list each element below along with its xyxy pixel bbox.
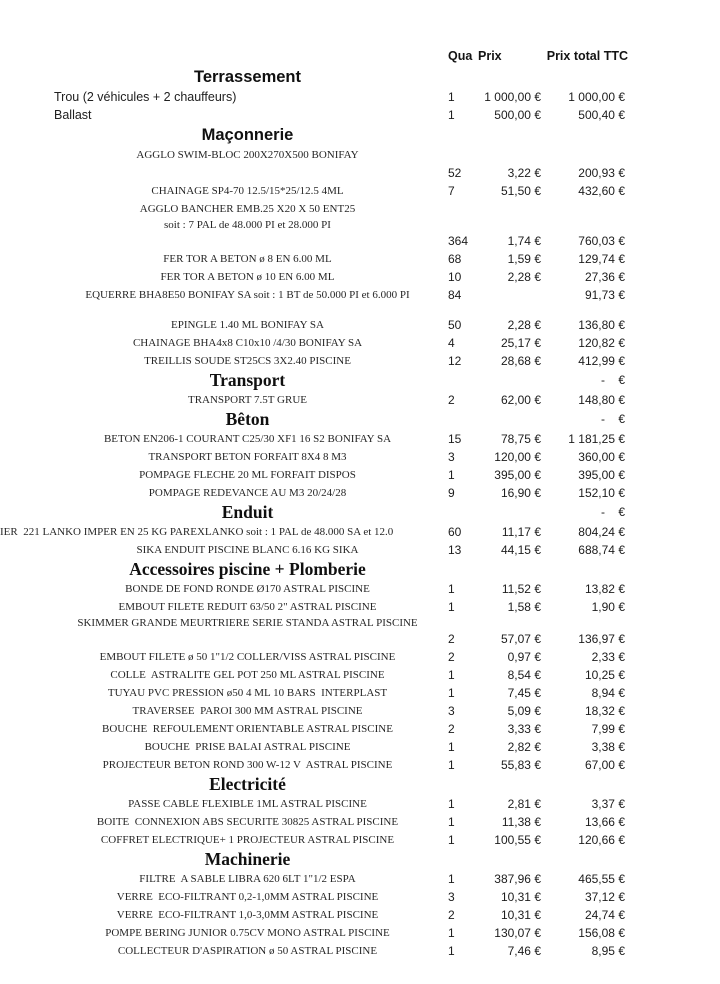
item-total-price: 67,00 € <box>584 758 625 772</box>
item-unit-price: 1,74 € <box>507 234 541 248</box>
item-unit-price: 10,31 € <box>500 908 541 922</box>
item-total-price: 148,80 € <box>578 393 625 407</box>
table-row <box>0 182 720 200</box>
item-total-price: 760,03 € <box>578 234 625 248</box>
table-row <box>0 286 720 304</box>
item-description: POMPE BERING JUNIOR 0.75CV MONO ASTRAL PISCINE <box>105 927 390 939</box>
item-unit-price <box>475 849 541 870</box>
item-quantity <box>445 559 475 580</box>
item-description: EQUERRE BHA8E50 BONIFAY SA soit : 1 BT de 50.000 PI et 6.000 PI <box>85 289 410 301</box>
item-description: CHAINAGE BHA4x8 C10x10 /4/30 BONIFAY SA <box>132 337 363 349</box>
item-description: POMPAGE REDEVANCE AU M3 20/24/28 <box>148 487 347 499</box>
item-quantity: 7 <box>448 184 455 198</box>
item-quantity: 3 <box>448 704 455 718</box>
column-header-description-spacer <box>0 46 445 66</box>
item-description: AGGLO BANCHER EMB.25 X20 X 50 ENT25 <box>139 203 356 215</box>
item-unit-price: 62,00 € <box>500 393 541 407</box>
item-unit-price: 44,15 € <box>500 543 541 557</box>
item-quantity <box>445 304 475 316</box>
item-unit-price <box>475 559 541 580</box>
item-total-price: 18,32 € <box>584 704 625 718</box>
table-row <box>0 888 720 906</box>
item-total-price <box>541 124 625 146</box>
item-total-price: 37,12 € <box>584 890 625 904</box>
table-row <box>0 88 720 106</box>
item-total-price: 136,97 € <box>578 632 625 646</box>
item-description: Trou (2 véhicules + 2 chauffeurs) <box>54 90 237 104</box>
table-row <box>0 720 720 738</box>
item-description: EMBOUT FILETE ø 50 1"1/2 COLLER/VISS ASTRAL PISCINE <box>99 651 396 663</box>
item-total-price: - € <box>600 412 625 426</box>
item-quantity: 1 <box>448 468 455 482</box>
item-description: Ballast <box>54 108 92 122</box>
item-description: IER 221 LANKO IMPER EN 25 KG PAREXLANKO soit : 1 PAL de 48.000 SA et 12.0 <box>0 526 394 538</box>
section-title: Terrassement <box>193 68 301 86</box>
table-row <box>0 430 720 448</box>
section-title: Transport <box>209 370 286 390</box>
item-unit-price <box>475 66 541 88</box>
table-row <box>0 648 720 666</box>
item-total-price: 3,37 € <box>591 797 625 811</box>
table-row <box>0 598 720 616</box>
item-quantity: 4 <box>448 336 455 350</box>
item-quantity: 2 <box>448 632 455 646</box>
item-total-price <box>541 849 625 870</box>
item-quantity: 9 <box>448 486 455 500</box>
section-header-row <box>0 559 720 580</box>
item-description: soit : 7 PAL de 48.000 PI et 28.000 PI <box>164 219 331 231</box>
section-title: Electricité <box>209 774 286 794</box>
item-quantity: 1 <box>448 668 455 682</box>
item-unit-price <box>475 304 541 316</box>
item-unit-price: 130,07 € <box>494 926 541 940</box>
section-header-row <box>0 774 720 795</box>
item-unit-price: 2,28 € <box>507 318 541 332</box>
item-total-price <box>541 146 625 164</box>
item-total-price: 2,33 € <box>591 650 625 664</box>
item-total-price: 120,82 € <box>578 336 625 350</box>
item-total-price: 120,66 € <box>578 833 625 847</box>
item-quantity: 3 <box>448 450 455 464</box>
item-quantity: 1 <box>448 797 455 811</box>
item-quantity: 50 <box>448 318 462 332</box>
item-unit-price: 7,46 € <box>507 944 541 958</box>
item-unit-price: 387,96 € <box>494 872 541 886</box>
table-row <box>0 924 720 942</box>
item-quantity: 2 <box>448 393 455 407</box>
item-unit-price: 120,00 € <box>494 450 541 464</box>
item-total-price: 7,99 € <box>591 722 625 736</box>
column-header-total-ttc: Prix total TTC <box>546 49 628 63</box>
item-unit-price <box>475 146 541 164</box>
item-quantity <box>445 200 475 218</box>
item-total-price: 500,40 € <box>578 108 625 122</box>
item-description: BOUCHE PRISE BALAI ASTRAL PISCINE <box>144 741 351 753</box>
item-total-price: 688,74 € <box>578 543 625 557</box>
item-unit-price: 55,83 € <box>500 758 541 772</box>
item-unit-price: 2,82 € <box>507 740 541 754</box>
table-row <box>0 106 720 124</box>
table-row <box>0 580 720 598</box>
item-quantity: 68 <box>448 252 462 266</box>
table-row <box>0 200 720 218</box>
section-title: Accessoires piscine + Plomberie <box>129 559 366 579</box>
item-total-price: 10,25 € <box>584 668 625 682</box>
section-header-row <box>0 502 720 523</box>
item-quantity: 1 <box>448 833 455 847</box>
item-total-price: 804,24 € <box>578 525 625 539</box>
item-total-price: 8,95 € <box>591 944 625 958</box>
item-total-price <box>541 66 625 88</box>
table-row <box>0 164 720 182</box>
table-row <box>0 484 720 502</box>
item-description: BONDE DE FOND RONDE Ø170 ASTRAL PISCINE <box>125 583 370 595</box>
item-description: CHAINAGE SP4-70 12.5/15*25/12.5 4ML <box>151 185 344 197</box>
item-unit-price: 0,97 € <box>507 650 541 664</box>
item-quantity: 1 <box>448 90 455 104</box>
section-title: Maçonnerie <box>201 126 294 144</box>
table-row <box>0 466 720 484</box>
item-total-price: 360,00 € <box>578 450 625 464</box>
item-quantity <box>445 502 475 523</box>
item-description: AGGLO SWIM-BLOC 200X270X500 BONIFAY <box>136 149 359 161</box>
item-unit-price: 78,75 € <box>500 432 541 446</box>
item-unit-price <box>475 502 541 523</box>
item-quantity: 13 <box>448 543 462 557</box>
item-unit-price: 500,00 € <box>494 108 541 122</box>
item-unit-price: 57,07 € <box>500 632 541 646</box>
item-total-price: 432,60 € <box>578 184 625 198</box>
item-quantity: 1 <box>448 108 455 122</box>
item-total-price: 8,94 € <box>591 686 625 700</box>
item-quantity: 2 <box>448 650 455 664</box>
item-description: BOITE CONNEXION ABS SECURITE 30825 ASTRAL PISCINE <box>96 816 399 828</box>
item-quantity: 60 <box>448 525 462 539</box>
item-quantity <box>445 409 475 430</box>
item-unit-price: 1 000,00 € <box>484 90 541 104</box>
section-header-row <box>0 66 720 88</box>
item-description: SIKA ENDUIT PISCINE BLANC 6.16 KG SIKA <box>136 544 359 556</box>
item-unit-price: 10,31 € <box>500 890 541 904</box>
item-quantity: 1 <box>448 815 455 829</box>
item-total-price: 27,36 € <box>584 270 625 284</box>
item-unit-price: 395,00 € <box>494 468 541 482</box>
item-total-price: 465,55 € <box>578 872 625 886</box>
item-total-price <box>541 616 625 630</box>
item-total-price: 24,74 € <box>584 908 625 922</box>
table-row <box>0 795 720 813</box>
table-row <box>0 616 720 630</box>
item-quantity: 1 <box>448 600 455 614</box>
item-unit-price <box>475 286 541 304</box>
item-quantity <box>445 849 475 870</box>
item-total-price: 91,73 € <box>584 288 625 302</box>
table-row <box>0 630 720 648</box>
item-description: TUYAU PVC PRESSION ø50 4 ML 10 BARS INTERPLAST <box>107 687 388 699</box>
item-unit-price: 7,45 € <box>507 686 541 700</box>
item-unit-price <box>475 409 541 430</box>
item-quantity <box>445 218 475 232</box>
item-quantity: 52 <box>448 166 462 180</box>
item-unit-price: 100,55 € <box>494 833 541 847</box>
item-quantity <box>445 146 475 164</box>
item-unit-price: 11,38 € <box>501 815 541 829</box>
table-row <box>0 334 720 352</box>
table-row <box>0 523 720 541</box>
item-total-price <box>541 559 625 580</box>
item-quantity <box>445 66 475 88</box>
section-title: Machinerie <box>204 849 291 869</box>
section-header-row <box>0 849 720 870</box>
item-unit-price: 11,17 € <box>501 525 541 539</box>
item-description: EMBOUT FILETE REDUIT 63/50 2" ASTRAL PISCINE <box>118 601 377 613</box>
table-row <box>0 666 720 684</box>
item-total-price <box>541 774 625 795</box>
table-column-header-row <box>0 46 720 66</box>
item-total-price: 152,10 € <box>578 486 625 500</box>
table-row <box>0 448 720 466</box>
item-description: POMPAGE FLECHE 20 ML FORFAIT DISPOS <box>139 469 356 481</box>
item-quantity: 1 <box>448 740 455 754</box>
table-row <box>0 391 720 409</box>
item-quantity <box>445 616 475 630</box>
table-row <box>0 906 720 924</box>
table-row <box>0 813 720 831</box>
item-description: FILTRE A SABLE LIBRA 620 6LT 1"1/2 ESPA <box>139 873 356 885</box>
item-description <box>0 304 445 316</box>
item-unit-price <box>475 616 541 630</box>
item-total-price: 129,74 € <box>578 252 625 266</box>
item-description <box>0 232 445 250</box>
column-header-price: Prix <box>478 49 502 63</box>
item-total-price <box>541 200 625 218</box>
item-description: COFFRET ELECTRIQUE+ 1 PROJECTEUR ASTRAL PISCINE <box>100 834 395 846</box>
item-total-price: 13,82 € <box>584 582 625 596</box>
item-total-price: 1 000,00 € <box>568 90 625 104</box>
item-unit-price: 5,09 € <box>507 704 541 718</box>
column-header-qty: Qua <box>448 49 473 63</box>
item-description: COLLE ASTRALITE GEL POT 250 ML ASTRAL PISCINE <box>110 669 385 681</box>
table-row <box>0 316 720 334</box>
item-description: PROJECTEUR BETON ROND 300 W-12 V ASTRAL PISCINE <box>102 759 393 771</box>
table-row <box>0 232 720 250</box>
item-quantity: 15 <box>448 432 462 446</box>
item-quantity <box>445 774 475 795</box>
item-total-price: 13,66 € <box>584 815 625 829</box>
item-unit-price: 2,28 € <box>507 270 541 284</box>
item-unit-price: 3,22 € <box>507 166 541 180</box>
item-description: TREILLIS SOUDE ST25CS 3X2.40 PISCINE <box>144 355 351 367</box>
item-description: TRANSPORT 7.5T GRUE <box>187 394 308 406</box>
item-total-price: 1,90 € <box>591 600 625 614</box>
quote-table-body <box>0 66 720 960</box>
table-row <box>0 942 720 960</box>
item-quantity: 1 <box>448 926 455 940</box>
item-unit-price: 16,90 € <box>500 486 541 500</box>
section-title: Bêton <box>225 409 270 429</box>
item-quantity: 12 <box>448 354 462 368</box>
item-description: VERRE ECO-FILTRANT 0,2-1,0MM ASTRAL PISCINE <box>116 891 379 903</box>
item-total-price: 136,80 € <box>578 318 625 332</box>
table-row <box>0 352 720 370</box>
item-total-price: 1 181,25 € <box>568 432 625 446</box>
item-total-price <box>541 304 625 316</box>
item-unit-price <box>475 124 541 146</box>
table-row <box>0 831 720 849</box>
item-description: FER TOR A BETON ø 10 EN 6.00 ML <box>160 271 335 283</box>
section-header-row <box>0 370 720 391</box>
item-description: SKIMMER GRANDE MEURTRIERE SERIE STANDA ASTRAL PISCINE <box>77 617 418 629</box>
item-quantity: 1 <box>448 686 455 700</box>
item-unit-price: 28,68 € <box>500 354 541 368</box>
section-title: Enduit <box>221 502 274 522</box>
item-description: TRANSPORT BETON FORFAIT 8X4 8 M3 <box>148 451 347 463</box>
item-unit-price: 51,50 € <box>500 184 541 198</box>
item-total-price: 3,38 € <box>591 740 625 754</box>
item-quantity: 1 <box>448 872 455 886</box>
table-row <box>0 218 720 232</box>
table-row <box>0 870 720 888</box>
item-quantity: 84 <box>448 288 462 302</box>
item-quantity <box>445 124 475 146</box>
item-quantity: 1 <box>448 758 455 772</box>
item-unit-price <box>475 200 541 218</box>
item-description: COLLECTEUR D'ASPIRATION ø 50 ASTRAL PISCINE <box>117 945 378 957</box>
spacer-row <box>0 304 720 316</box>
table-row <box>0 702 720 720</box>
item-unit-price <box>475 774 541 795</box>
item-quantity: 1 <box>448 582 455 596</box>
item-unit-price: 1,59 € <box>507 252 541 266</box>
item-description: PASSE CABLE FLEXIBLE 1ML ASTRAL PISCINE <box>128 798 367 810</box>
table-row <box>0 541 720 559</box>
item-description: VERRE ECO-FILTRANT 1,0-3,0MM ASTRAL PISCINE <box>116 909 379 921</box>
item-total-price: - € <box>600 373 625 387</box>
item-total-price: 412,99 € <box>578 354 625 368</box>
table-row <box>0 250 720 268</box>
section-header-row <box>0 124 720 146</box>
item-quantity: 3 <box>448 890 455 904</box>
item-unit-price: 25,17 € <box>500 336 541 350</box>
section-header-row <box>0 409 720 430</box>
item-unit-price <box>475 218 541 232</box>
item-description <box>0 630 445 648</box>
item-unit-price: 8,54 € <box>507 668 541 682</box>
table-row <box>0 738 720 756</box>
item-description: FER TOR A BETON ø 8 EN 6.00 ML <box>163 253 332 265</box>
item-total-price: 395,00 € <box>578 468 625 482</box>
item-total-price <box>541 218 625 232</box>
item-quantity: 10 <box>448 270 462 284</box>
item-total-price: - € <box>600 505 625 519</box>
item-quantity: 1 <box>448 944 455 958</box>
item-description: EPINGLE 1.40 ML BONIFAY SA <box>171 319 324 331</box>
item-quantity <box>445 370 475 391</box>
item-description: BETON EN206-1 COURANT C25/30 XF1 16 S2 BONIFAY SA <box>103 433 392 445</box>
item-unit-price: 11,52 € <box>501 582 541 596</box>
item-unit-price: 1,58 € <box>507 600 541 614</box>
table-row <box>0 268 720 286</box>
item-unit-price: 2,81 € <box>507 797 541 811</box>
item-total-price: 200,93 € <box>578 166 625 180</box>
item-description: BOUCHE REFOULEMENT ORIENTABLE ASTRAL PISCINE <box>102 723 393 735</box>
item-quantity: 364 <box>448 234 469 248</box>
item-quantity: 2 <box>448 908 455 922</box>
item-quantity: 2 <box>448 722 455 736</box>
item-description <box>0 164 445 182</box>
item-unit-price: 3,33 € <box>507 722 541 736</box>
table-row <box>0 684 720 702</box>
table-row <box>0 756 720 774</box>
item-total-price: 156,08 € <box>578 926 625 940</box>
item-description: TRAVERSEE PAROI 300 MM ASTRAL PISCINE <box>132 705 363 717</box>
item-unit-price <box>475 370 541 391</box>
table-row <box>0 146 720 164</box>
